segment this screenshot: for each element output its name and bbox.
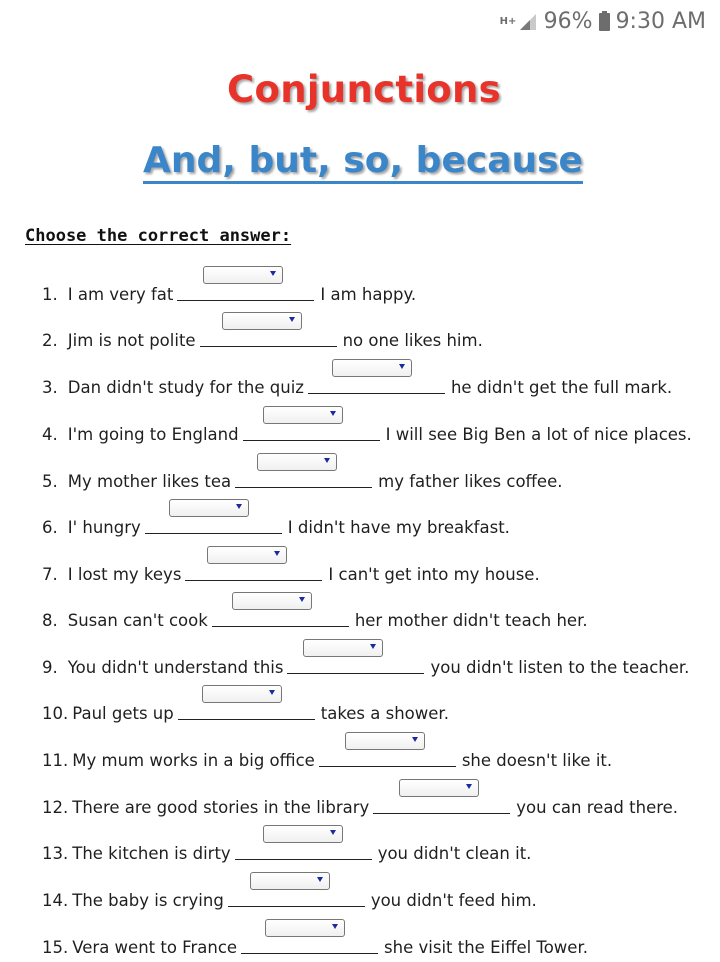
answer-dropdown-value bbox=[233, 598, 237, 611]
question-text-before: Dan didn't study for the quiz bbox=[67, 378, 304, 397]
answer-dropdown-value bbox=[203, 691, 207, 704]
answer-blank bbox=[235, 837, 372, 860]
answer-dropdown-value bbox=[258, 459, 262, 472]
question-text-before: I am very fat bbox=[67, 285, 174, 304]
answer-blank bbox=[373, 791, 510, 814]
answer-dropdown[interactable] bbox=[207, 546, 287, 564]
question-text-after: takes a shower. bbox=[320, 704, 449, 723]
answer-dropdown-value bbox=[400, 785, 404, 798]
answer-blank bbox=[212, 604, 349, 627]
instruction: Choose the correct answer: bbox=[25, 226, 292, 246]
answer-dropdown[interactable] bbox=[202, 685, 282, 703]
chevron-down-icon bbox=[274, 551, 280, 556]
answer-dropdown-value bbox=[251, 878, 255, 891]
answer-blank bbox=[243, 418, 380, 441]
question-row bbox=[42, 787, 678, 817]
battery-icon bbox=[599, 11, 610, 31]
status-bar bbox=[500, 6, 706, 36]
chevron-down-icon bbox=[399, 364, 405, 369]
question-number: 3. bbox=[42, 378, 58, 397]
question-text-after: she doesn't like it. bbox=[461, 751, 613, 770]
answer-dropdown[interactable] bbox=[250, 872, 330, 890]
question-row bbox=[42, 927, 588, 957]
question-text-before: The baby is crying bbox=[72, 891, 224, 910]
chevron-down-icon bbox=[236, 504, 242, 509]
question-row bbox=[42, 414, 692, 444]
answer-dropdown[interactable] bbox=[303, 639, 383, 657]
question-text-before: I' hungry bbox=[67, 518, 141, 537]
chevron-down-icon bbox=[412, 737, 418, 742]
question-row bbox=[42, 693, 449, 723]
answer-blank bbox=[287, 651, 424, 674]
question-number: 4. bbox=[42, 425, 58, 444]
question-row bbox=[42, 367, 672, 397]
answer-blank bbox=[178, 697, 315, 720]
battery-percent: 96% bbox=[543, 8, 593, 34]
answer-dropdown[interactable] bbox=[203, 266, 283, 284]
answer-dropdown[interactable] bbox=[399, 779, 479, 797]
question-text-after: I am happy. bbox=[320, 285, 417, 304]
question-text-after: I can't get into my house. bbox=[328, 565, 540, 584]
chevron-down-icon bbox=[299, 597, 305, 602]
answer-dropdown[interactable] bbox=[265, 919, 345, 937]
answer-dropdown[interactable] bbox=[345, 732, 425, 750]
question-row bbox=[42, 833, 531, 863]
question-number: 13. bbox=[42, 844, 69, 863]
question-text-before: Vera went to France bbox=[72, 938, 238, 957]
question-text-after: I didn't have my breakfast. bbox=[287, 518, 510, 537]
question-row bbox=[42, 554, 540, 584]
question-text-before: Paul gets up bbox=[72, 704, 174, 723]
question-number: 2. bbox=[42, 331, 58, 350]
answer-blank bbox=[241, 931, 378, 954]
question-number: 11. bbox=[42, 751, 69, 770]
answer-blank bbox=[319, 744, 456, 767]
answer-dropdown[interactable] bbox=[332, 359, 412, 377]
worksheet-title: Conjunctions bbox=[227, 68, 501, 111]
question-text-after: you didn't feed him. bbox=[370, 891, 537, 910]
answer-blank bbox=[177, 278, 314, 301]
answer-blank bbox=[228, 884, 365, 907]
answer-dropdown-value bbox=[346, 738, 350, 751]
question-number: 8. bbox=[42, 611, 58, 630]
question-row bbox=[42, 740, 612, 770]
answer-blank bbox=[185, 558, 322, 581]
answer-blank bbox=[235, 465, 372, 488]
answer-dropdown-value bbox=[223, 318, 227, 331]
chevron-down-icon bbox=[330, 830, 336, 835]
question-number: 15. bbox=[42, 938, 69, 957]
answer-dropdown-value bbox=[264, 412, 268, 425]
chevron-down-icon bbox=[270, 271, 276, 276]
question-number: 9. bbox=[42, 658, 58, 677]
chevron-down-icon bbox=[330, 411, 336, 416]
chevron-down-icon bbox=[317, 877, 323, 882]
question-number: 1. bbox=[42, 285, 58, 304]
question-text-after: my father likes coffee. bbox=[378, 472, 563, 491]
question-row bbox=[42, 880, 537, 910]
network-type-indicator: H+ bbox=[499, 15, 517, 27]
answer-dropdown-value bbox=[204, 272, 208, 285]
question-text-after: no one likes him. bbox=[342, 331, 483, 350]
answer-dropdown[interactable] bbox=[222, 312, 302, 330]
question-text-after: her mother didn't teach her. bbox=[354, 611, 588, 630]
answer-blank bbox=[200, 324, 337, 347]
question-text-after: she visit the Eiffel Tower. bbox=[384, 938, 588, 957]
answer-dropdown-value bbox=[266, 925, 270, 938]
question-text-before: I lost my keys bbox=[67, 565, 182, 584]
signal-icon bbox=[518, 12, 538, 30]
answer-dropdown[interactable] bbox=[263, 406, 343, 424]
answer-dropdown-value bbox=[208, 552, 212, 565]
question-text-before: You didn't understand this bbox=[67, 658, 284, 677]
chevron-down-icon bbox=[370, 644, 376, 649]
chevron-down-icon bbox=[332, 924, 338, 929]
answer-dropdown-value bbox=[170, 505, 174, 518]
answer-blank bbox=[308, 371, 445, 394]
question-number: 14. bbox=[42, 891, 69, 910]
question-row bbox=[42, 320, 483, 350]
chevron-down-icon bbox=[324, 458, 330, 463]
question-row bbox=[42, 507, 510, 537]
answer-blank bbox=[145, 511, 282, 534]
question-text-after: I will see Big Ben a lot of nice places. bbox=[385, 425, 692, 444]
clock: 9:30 AM bbox=[615, 8, 706, 34]
question-text-after: you didn't listen to the teacher. bbox=[430, 658, 690, 677]
question-text-before: Jim is not polite bbox=[67, 331, 196, 350]
question-row bbox=[42, 600, 588, 630]
worksheet-subtitle-wrap bbox=[0, 140, 720, 181]
answer-dropdown[interactable] bbox=[232, 592, 312, 610]
question-number: 12. bbox=[42, 798, 69, 817]
question-text-before: Susan can't cook bbox=[67, 611, 208, 630]
answer-dropdown-value bbox=[333, 365, 337, 378]
question-number: 6. bbox=[42, 518, 58, 537]
answer-dropdown[interactable] bbox=[263, 825, 343, 843]
answer-dropdown[interactable] bbox=[257, 453, 337, 471]
question-text-before: There are good stories in the library bbox=[72, 798, 370, 817]
question-text-before: I'm going to England bbox=[67, 425, 239, 444]
answer-dropdown-value bbox=[304, 645, 308, 658]
answer-dropdown[interactable] bbox=[169, 499, 249, 517]
chevron-down-icon bbox=[289, 317, 295, 322]
question-text-after: you can read there. bbox=[516, 798, 679, 817]
answer-dropdown-value bbox=[264, 831, 268, 844]
question-text-after: you didn't clean it. bbox=[377, 844, 532, 863]
question-number: 7. bbox=[42, 565, 58, 584]
question-number: 5. bbox=[42, 472, 58, 491]
question-row bbox=[42, 461, 562, 491]
question-text-before: The kitchen is dirty bbox=[72, 844, 231, 863]
question-number: 10. bbox=[42, 704, 69, 723]
worksheet-subtitle: And, but, so, because bbox=[143, 140, 583, 184]
question-row bbox=[42, 274, 416, 304]
question-text-before: My mum works in a big office bbox=[72, 751, 315, 770]
question-row bbox=[42, 647, 689, 677]
question-text-before: My mother likes tea bbox=[67, 472, 232, 491]
chevron-down-icon bbox=[466, 784, 472, 789]
question-text-after: he didn't get the full mark. bbox=[450, 378, 673, 397]
chevron-down-icon bbox=[269, 690, 275, 695]
